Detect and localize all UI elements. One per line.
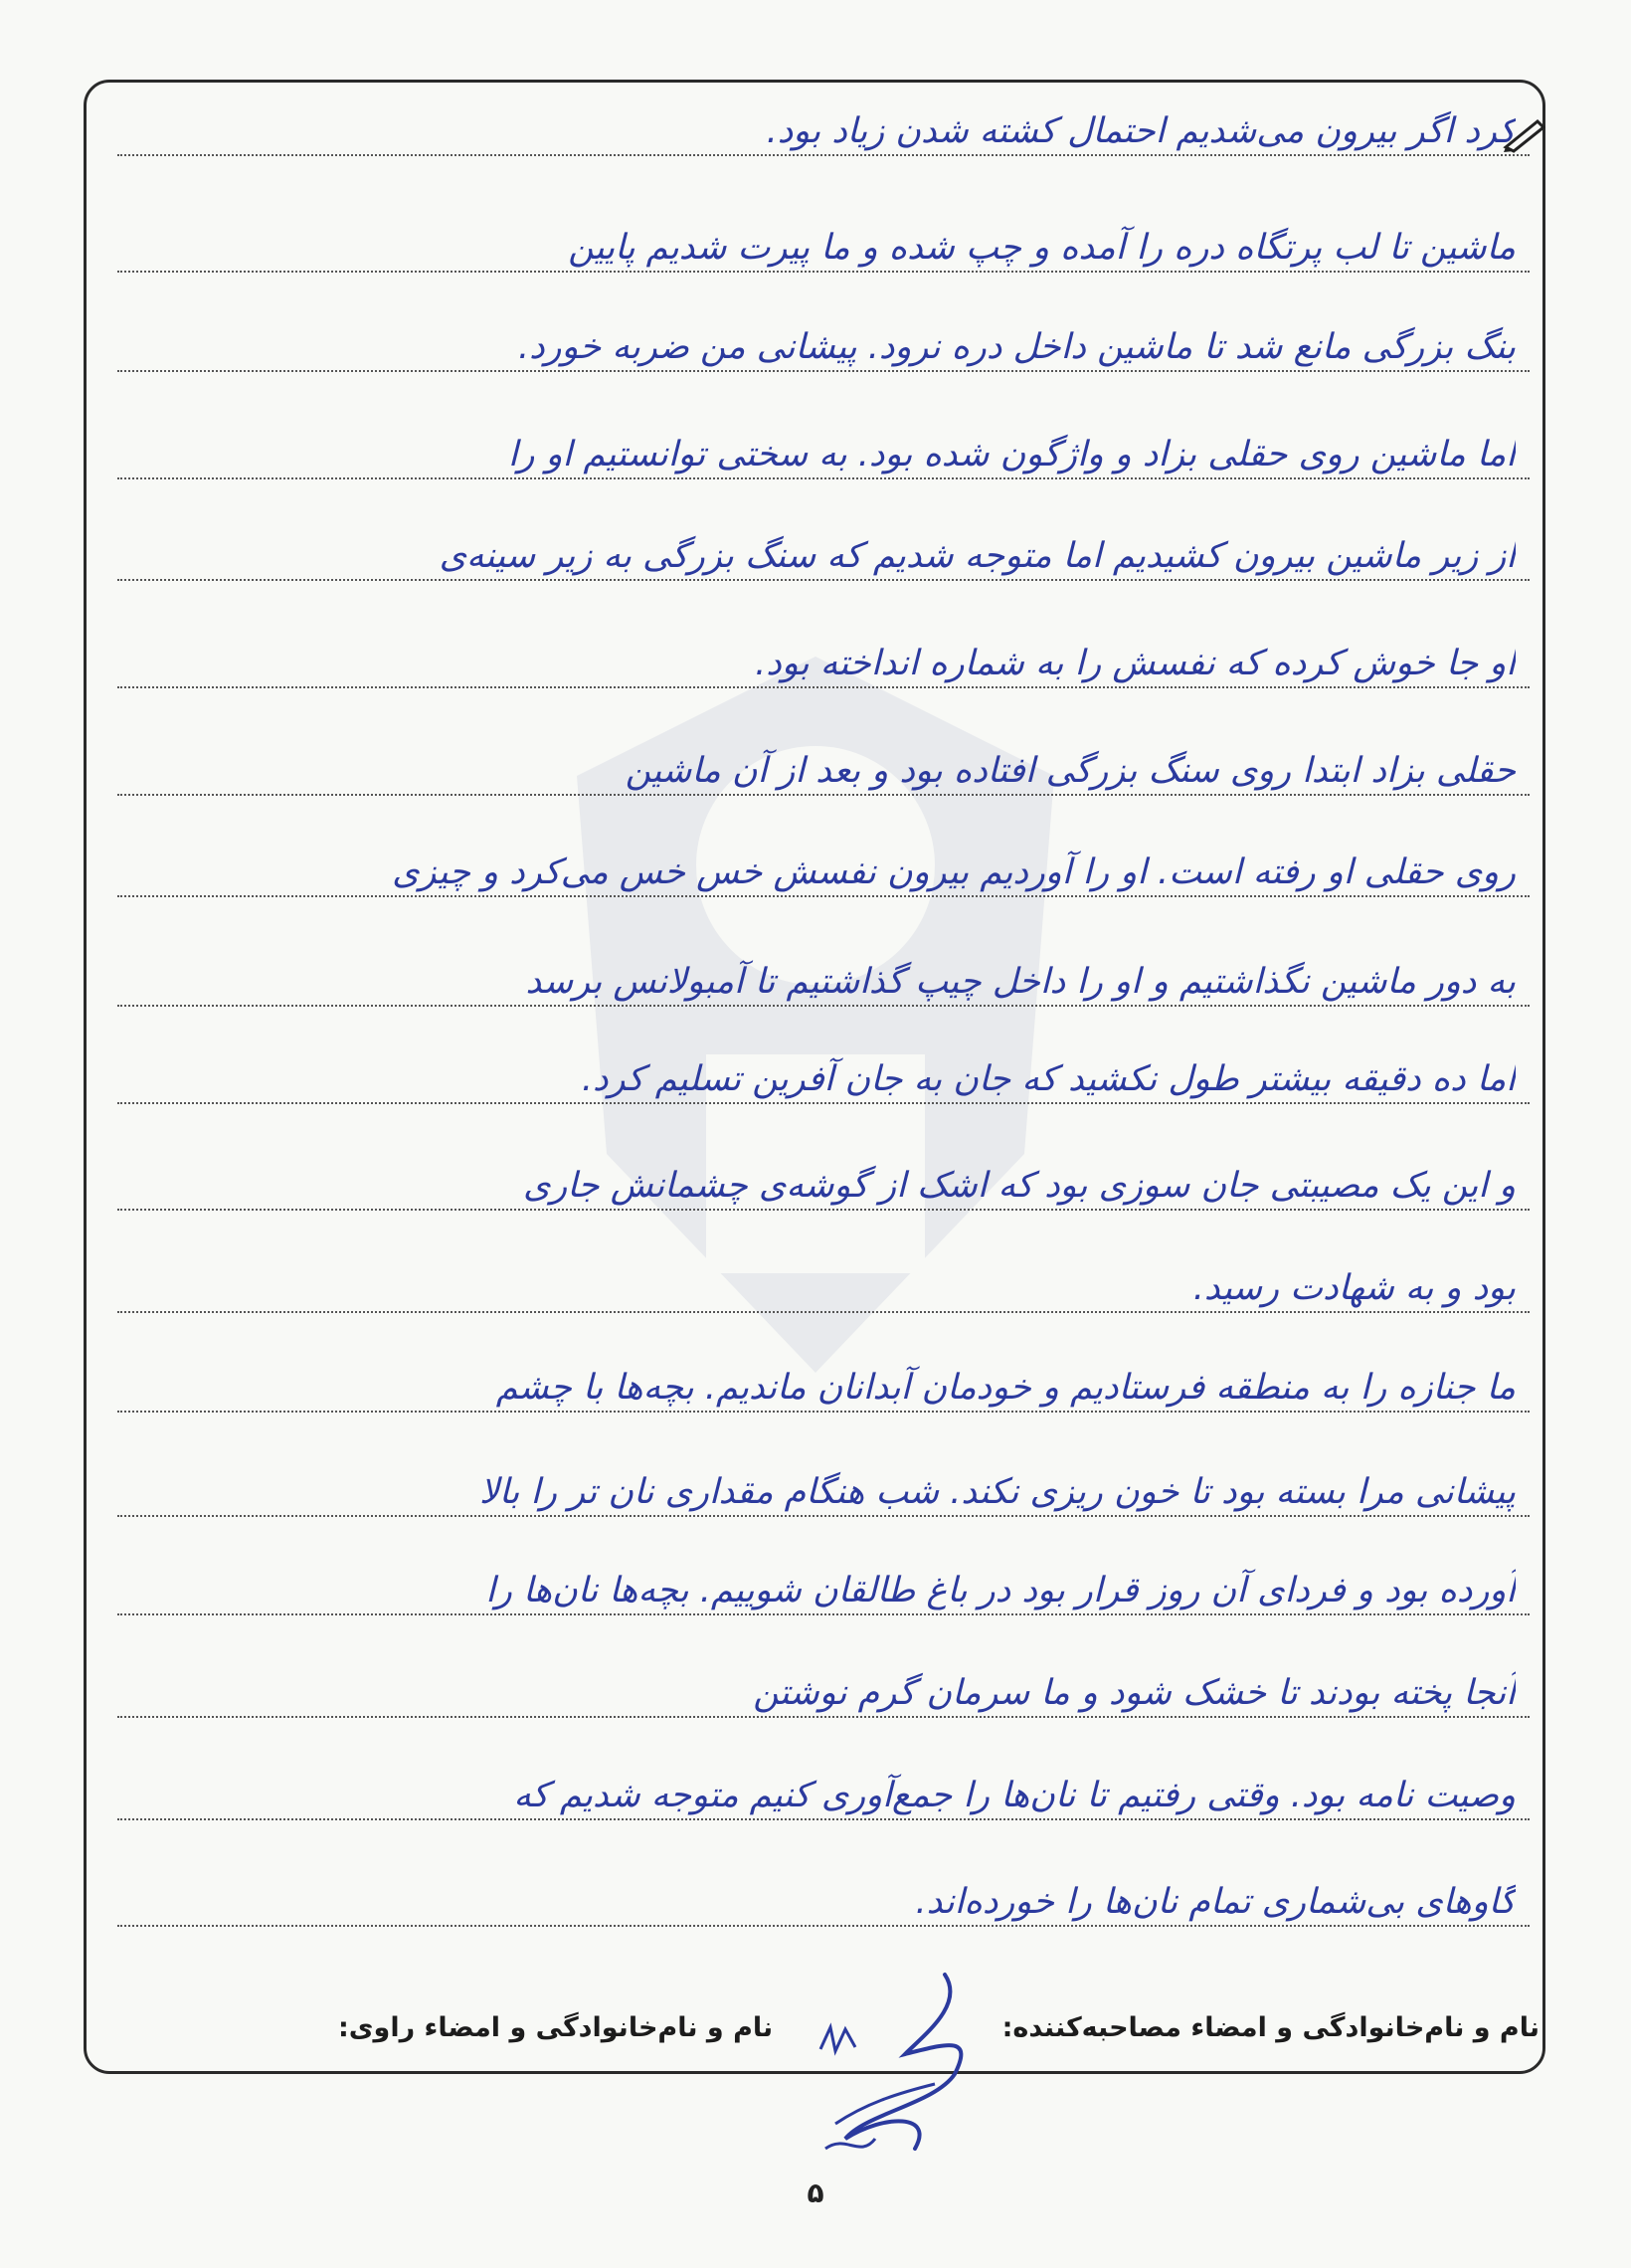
- handwritten-line: اما ده دقیقه بیشتر طول نکشید که جان به جان آفرین تسلیم کرد.: [581, 1059, 1516, 1099]
- handwritten-line: گاوهای بی‌شماری تمام نان‌ها را خورده‌اند.: [915, 1882, 1516, 1922]
- handwritten-line: از زیر ماشین بیرون کشیدیم اما متوجه شدیم که سنگ بزرگی به زیر سینه‌ی: [439, 536, 1516, 576]
- interviewer-signature-label: نام و نام‌خانوادگی و امضاء مصاحبه‌کننده:: [1001, 2012, 1540, 2043]
- handwritten-line: وصیت نامه بود. وقتی رفتیم تا نان‌ها را جمع‌آوری کنیم متوجه شدیم که: [513, 1776, 1516, 1815]
- handwritten-line: ما جنازه را به منطقه فرستادیم و خودمان آبدانان ماندیم. بچه‌ها با چشم: [495, 1368, 1516, 1408]
- signature: [806, 1965, 1024, 2164]
- handwritten-line: آنجا پخته بودند تا خشک شود و ما سرمان گرم نوشتن: [753, 1673, 1516, 1713]
- handwritten-line: ماشین تا لب پرتگاه دره را آمده و چپ شده و ما پیرت شدیم پایین: [568, 228, 1516, 268]
- handwritten-line: بود و به شهادت رسید.: [1192, 1268, 1516, 1308]
- handwritten-line: بنگ بزرگی مانع شد تا ماشین داخل دره نرود. پیشانی من ضربه خورد.: [517, 327, 1516, 367]
- handwritten-line: پیشانی مرا بسته بود تا خون ریزی نکند. شب هنگام مقداری نان تر را بالا: [478, 1472, 1516, 1512]
- initials-mark: [816, 2019, 865, 2059]
- handwritten-line: کرد اگر بیرون می‌شدیم احتمال کشته شدن زیاد بود.: [766, 111, 1516, 151]
- handwritten-line: او جا خوش کرده که نفسش را به شماره انداخته بود.: [755, 644, 1516, 683]
- handwritten-line: و این یک مصیبتی جان سوزی بود که اشک از گوشه‌ی چشمانش جاری: [522, 1166, 1516, 1206]
- page-number: ۵: [807, 2176, 824, 2209]
- narrator-signature-label: نام و نام‌خانوادگی و امضاء راوی:: [338, 2012, 774, 2043]
- handwritten-line: آورده بود و فردای آن روز قرار بود در باغ طالقان شوییم. بچه‌ها نان‌ها را: [485, 1571, 1516, 1610]
- handwritten-line: حقلی بزاد ابتدا روی سنگ بزرگی افتاده بود و بعد از آن ماشین: [625, 751, 1516, 791]
- handwritten-line: روی حقلی او رفته است. او را آوردیم بیرون نفسش خس خس می‌کرد و چیزی: [392, 852, 1516, 892]
- handwritten-line: اما ماشین روی حقلی بزاد و واژگون شده بود. به سختی توانستیم او را: [507, 435, 1516, 474]
- handwritten-line: به دور ماشین نگذاشتیم و او را داخل چیپ گذاشتیم تا آمبولانس برسد: [525, 962, 1516, 1002]
